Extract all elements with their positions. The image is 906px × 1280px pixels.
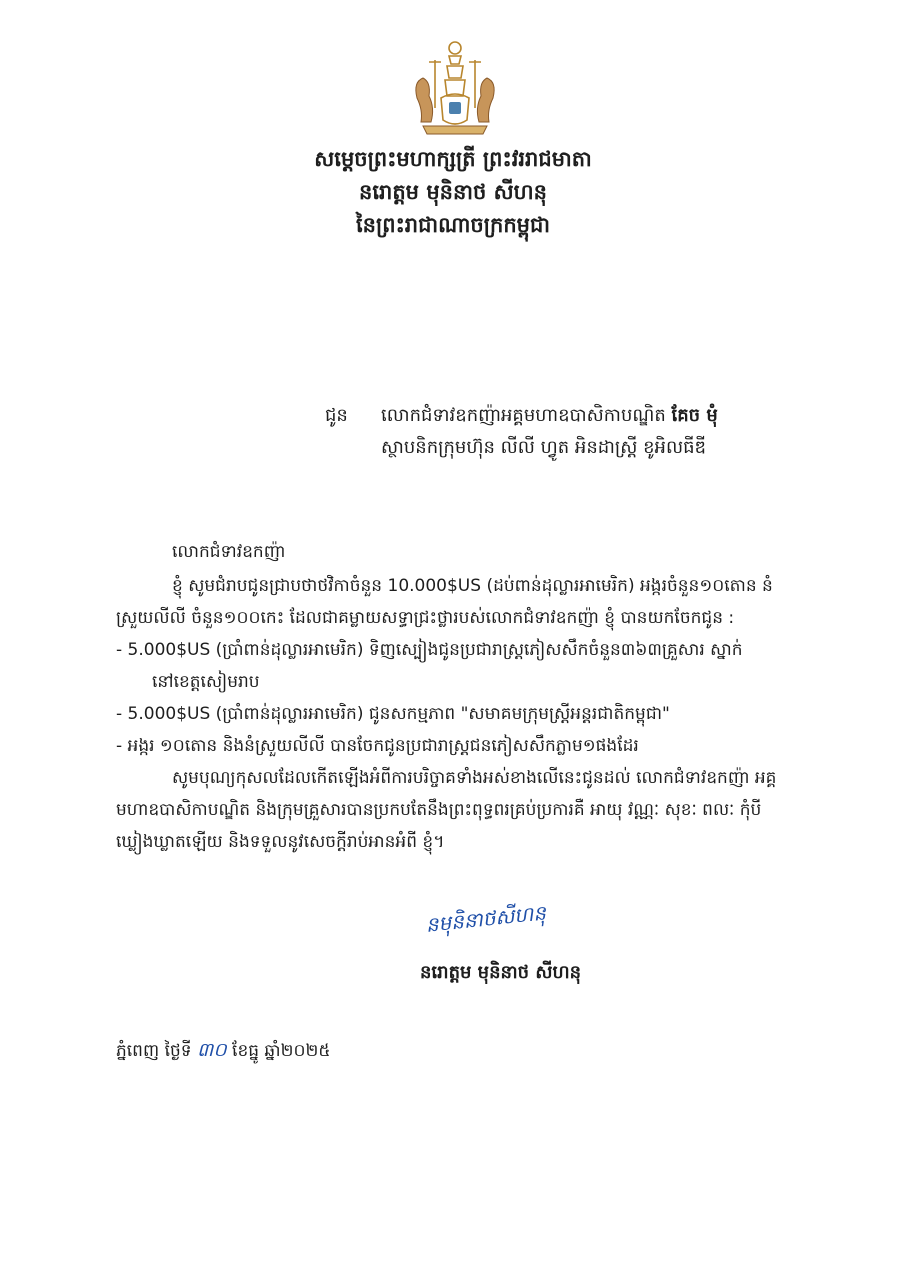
list-item-rice-purchase: - 5.000$US (ប្រាំពាន់ដុល្លារអាមេរិក) ទិញស្បៀងជូនប្រជារាស្ត្រភៀសសឹកចំនួន៣៦៣គ្រួសារ ស្នាក់	[116, 640, 743, 660]
recipient-title: លោកជំទាវឧកញ៉ាអគ្គមហាឧបាសិកាបណ្ឌិត	[381, 405, 666, 426]
signature-block	[420, 900, 650, 987]
recipient-block	[325, 400, 718, 464]
dateline-suffix: ខែធ្នូ ឆ្នាំ២០២៥	[232, 1041, 331, 1061]
handwritten-signature: នមុនិនាថសីហនុ	[424, 900, 547, 937]
dateline-prefix: ភ្នំពេញ ថ្ងៃទី	[116, 1041, 192, 1061]
header-line-name: នរោត្តម មុនិនាថ សីហនុ	[359, 180, 547, 204]
header-line-kingdom: នៃព្រះរាជាណាចក្រកម្ពុជា	[355, 213, 550, 237]
dateline	[116, 1038, 330, 1066]
list-item-rice-purchase-continued: នៅខេត្តសៀមរាប	[152, 672, 260, 692]
paragraph-blessing: សូមបុណ្យកុសលដែលកើតឡើងអំពីការបរិច្ចាគទាំងអស់ខាងលើនេះជូនដល់ លោកជំទាវឧកញ៉ា អគ្គមហាឧបាសិកាបណ្ឌិត និងក្រុមគ្រួសារបានប្រកបតែនឹងព្រះពុទ្ធពរគ្រប់ប្រការគឺ អាយុ វណ្ណៈ សុខៈ ពលៈ កុំបីឃ្លៀងឃ្លាតឡើយ និងទទួលនូវសេចក្តីរាប់អានអំពី ខ្ញុំ។	[116, 768, 777, 852]
list-item-rice-distribution: - អង្ករ ១០តោន និងនំស្រួយលីលី បានចែកជូនប្រជារាស្ត្រជនភៀសសឹកភ្លាម១ផងដែរ	[116, 736, 639, 756]
dateline-day: ៣០	[196, 1039, 227, 1061]
letter-body	[116, 536, 786, 858]
recipient-to-label: ជូន	[325, 405, 348, 426]
signatory-name: នរោត្តម មុនិនាថ សីហនុ	[420, 962, 582, 983]
header-line-title: សម្តេចព្រះមហាក្សត្រី ព្រះវររាជមាតា	[314, 147, 592, 171]
recipient-name: គែច មុំ	[671, 405, 718, 426]
salutation: លោកជំទាវឧកញ៉ា	[172, 542, 286, 562]
paragraph-donation: ខ្ញុំ សូមជំរាបជូនជ្រាបថាថវិកាចំនួន 10.000$US (ដប់ពាន់ដុល្លារអាមេរិក) អង្ករចំនួន១០តោន នំស្រួយលីលី ចំនួន១០០កេះ ដែលជាគម្លាយសទ្ធាជ្រះថ្លារបស់លោកជំទាវឧកញ៉ា ខ្ញុំ បានយកចែកជូន :	[116, 576, 773, 628]
sender-header	[0, 143, 906, 242]
royal-coat-of-arms-emblem-icon	[405, 38, 505, 138]
list-item-women-association: - 5.000$US (ប្រាំពាន់ដុល្លារអាមេរិក) ជូនសកម្មភាព "សមាគមក្រុមស្ត្រីអន្តរជាតិកម្ពុជា"	[116, 704, 670, 724]
recipient-company: ស្ថាបនិកក្រុមហ៊ុន លីលី ហ្វូត អិនដាស្ត្រី ខូអិលធីឌី	[381, 437, 706, 458]
